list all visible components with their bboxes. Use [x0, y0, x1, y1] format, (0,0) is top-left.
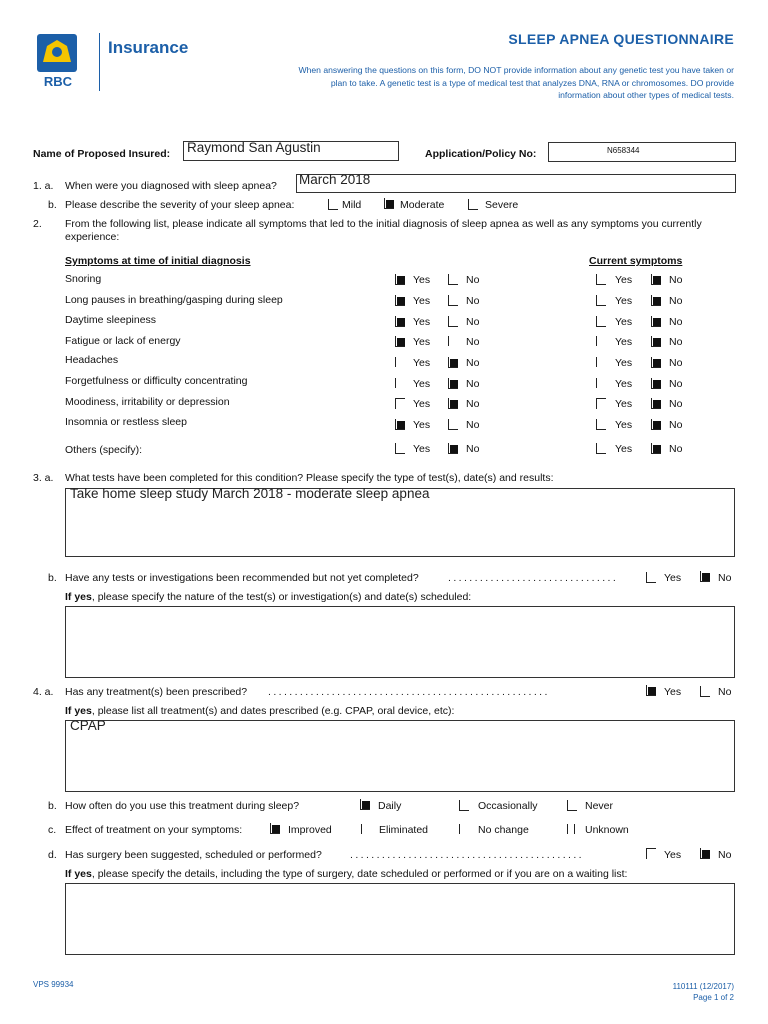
no-label: No [669, 357, 683, 369]
no-label: No [466, 316, 480, 328]
symptom-daytime-sleepiness: Daytime sleepiness [65, 314, 157, 326]
no-label: No [669, 336, 683, 348]
current-no-checkbox[interactable] [651, 443, 661, 454]
initial-yes-checkbox[interactable] [395, 419, 405, 430]
q4a-leader: ..................................................... [268, 686, 550, 698]
q3b-leader: ................................ [448, 572, 619, 584]
q4c-question: Effect of treatment on your symptoms: [65, 824, 243, 836]
q4a-question: Has any treatment(s) been prescribed? [65, 686, 248, 698]
pending-tests-field[interactable] [65, 606, 735, 678]
symptom-snoring: Snoring [65, 273, 102, 285]
policy-label: Application/Policy No: [425, 148, 537, 160]
initial-no-checkbox[interactable] [448, 419, 458, 430]
q1b-number: b. [48, 199, 57, 211]
symptom-headaches: Headaches [65, 354, 119, 366]
q3b-no-checkbox[interactable] [700, 571, 710, 582]
product-name: Insurance [108, 38, 189, 57]
no-label: No [718, 686, 732, 698]
yes-label: Yes [413, 419, 431, 431]
yes-label: Yes [615, 419, 633, 431]
yes-label: Yes [615, 274, 633, 286]
footer-form-code: VPS 99934 [33, 980, 74, 989]
q1b-question: Please describe the severity of your sleep apnea: [65, 199, 295, 211]
symptom-moodiness: Moodiness, irritability or depression [65, 396, 230, 408]
initial-yes-checkbox[interactable] [395, 316, 405, 327]
no-label: No [718, 572, 732, 584]
current-yes-checkbox[interactable] [596, 419, 606, 430]
initial-no-checkbox[interactable] [448, 274, 458, 285]
treatments-field[interactable] [65, 720, 735, 792]
current-no-checkbox[interactable] [651, 357, 661, 368]
rbc-logo [33, 32, 83, 92]
yes-label: Yes [413, 295, 431, 307]
symptom-others: Others (specify): [65, 444, 143, 456]
tests-completed-field[interactable] [65, 488, 735, 557]
q1a-number: 1. a. [33, 180, 54, 192]
no-label: No [669, 419, 683, 431]
symptom-insomnia: Insomnia or restless sleep [65, 416, 187, 428]
page-title: SLEEP APNEA QUESTIONNAIRE [508, 31, 734, 47]
q4d-ifyes [65, 868, 627, 880]
initial-yes-checkbox[interactable] [395, 443, 405, 454]
current-yes-checkbox[interactable] [596, 336, 606, 346]
no-label: No [466, 336, 480, 348]
yes-label: Yes [615, 316, 633, 328]
initial-no-checkbox[interactable] [448, 316, 458, 327]
no-label: No [669, 274, 683, 286]
current-yes-checkbox[interactable] [596, 295, 606, 306]
current-no-checkbox[interactable] [651, 295, 661, 306]
no-label: No [466, 357, 480, 369]
symptom-forgetfulness: Forgetfulness or difficulty concentrating [65, 375, 248, 387]
usage-daily-label: Daily [378, 800, 402, 812]
effect-nochange-checkbox[interactable] [459, 824, 469, 834]
q3b-number: b. [48, 572, 57, 584]
footer-page-number: Page 1 of 2 [693, 993, 734, 1002]
usage-occasionally-label: Occasionally [478, 800, 538, 812]
diagnosis-date-value: March 2018 [299, 172, 371, 187]
effect-unknown-checkbox[interactable] [567, 824, 575, 834]
current-yes-checkbox[interactable] [596, 398, 606, 409]
effect-nochange-label: No change [478, 824, 529, 836]
no-label: No [669, 398, 683, 410]
current-symptoms-header: Current symptoms [589, 255, 683, 267]
yes-label: Yes [615, 398, 633, 410]
svg-text:RBC: RBC [43, 74, 73, 89]
q3b-yes-checkbox[interactable] [646, 572, 656, 583]
yes-label: Yes [413, 316, 431, 328]
severity-moderate-checkbox[interactable] [384, 198, 394, 209]
no-label: No [466, 419, 480, 431]
name-value: Raymond San Agustin [187, 140, 321, 155]
q4a-number: 4. a. [33, 686, 54, 698]
effect-eliminated-label: Eliminated [379, 824, 429, 836]
initial-symptoms-header: Symptoms at time of initial diagnosis [65, 255, 251, 267]
q4a-ifyes [65, 705, 454, 717]
initial-no-checkbox[interactable] [448, 357, 458, 368]
no-label: No [669, 295, 683, 307]
yes-label: Yes [615, 443, 633, 455]
ifyes-text: , please specify the nature of the test(s) or investigation(s) and date(s) scheduled: [91, 591, 472, 603]
q4d-leader: ............................................ [350, 849, 584, 861]
initial-no-checkbox[interactable] [448, 295, 458, 306]
q4d-yes-checkbox[interactable] [646, 848, 656, 859]
surgery-details-field[interactable] [65, 883, 735, 955]
initial-yes-checkbox[interactable] [395, 274, 405, 285]
initial-no-checkbox[interactable] [448, 443, 458, 454]
severity-severe-label: Severe [485, 199, 519, 211]
effect-unknown-label: Unknown [585, 824, 629, 836]
initial-no-checkbox[interactable] [448, 398, 458, 409]
severity-mild-label: Mild [342, 199, 362, 211]
q2-question: From the following list, please indicate all symptoms that led to the initial diagnosis of sleep apnea as well as any symptoms you currently experience: [65, 218, 702, 243]
current-no-checkbox[interactable] [651, 419, 661, 430]
yes-label: Yes [615, 378, 633, 390]
q3b-ifyes [65, 591, 471, 603]
q4a-no-checkbox[interactable] [700, 686, 710, 697]
q1a-question: When were you diagnosed with sleep apnea? [65, 180, 277, 192]
effect-improved-checkbox[interactable] [270, 823, 280, 834]
current-no-checkbox[interactable] [651, 398, 661, 409]
q2-number: 2. [33, 218, 42, 230]
diagnosis-date-field[interactable] [296, 174, 736, 193]
usage-never-checkbox[interactable] [567, 800, 577, 811]
no-label: No [669, 316, 683, 328]
effect-eliminated-checkbox[interactable] [361, 824, 371, 834]
initial-yes-checkbox[interactable] [395, 378, 405, 388]
q4a-yes-checkbox[interactable] [646, 685, 656, 696]
yes-label: Yes [664, 849, 682, 861]
genetic-test-note: When answering the questions on this form, DO NOT provide information about any genetic test you have taken or plan to take. A genetic test is a type of medical test that analyzes DNA, RNA or chromosomes. DO provide information about other types of medical tests. [298, 65, 734, 101]
initial-no-checkbox[interactable] [448, 378, 458, 389]
current-yes-checkbox[interactable] [596, 274, 606, 285]
initial-yes-checkbox[interactable] [395, 357, 405, 367]
ifyes-text: , please list all treatment(s) and dates prescribed (e.g. CPAP, oral device, etc): [91, 705, 455, 717]
no-label: No [718, 849, 732, 861]
no-label: No [466, 443, 480, 455]
policy-value: N658344 [607, 146, 640, 155]
ifyes-label: If yes [65, 868, 92, 880]
treatments-value: CPAP [70, 718, 106, 733]
usage-never-label: Never [585, 800, 614, 812]
q4b-number: b. [48, 800, 57, 812]
no-label: No [466, 378, 480, 390]
no-label: No [466, 398, 480, 410]
yes-label: Yes [413, 357, 431, 369]
usage-daily-checkbox[interactable] [360, 799, 370, 810]
current-no-checkbox[interactable] [651, 274, 661, 285]
header-divider [99, 33, 100, 91]
q4c-number: c. [48, 824, 57, 836]
q3a-number: 3. a. [33, 472, 54, 484]
initial-no-checkbox[interactable] [448, 336, 458, 346]
yes-label: Yes [615, 336, 633, 348]
q4d-number: d. [48, 849, 57, 861]
yes-label: Yes [664, 572, 682, 584]
initial-yes-checkbox[interactable] [395, 336, 405, 347]
yes-label: Yes [413, 274, 431, 286]
current-yes-checkbox[interactable] [596, 357, 606, 367]
symptom-long-pauses: Long pauses in breathing/gasping during sleep [65, 294, 283, 306]
current-yes-checkbox[interactable] [596, 443, 606, 454]
current-no-checkbox[interactable] [651, 378, 661, 389]
yes-label: Yes [664, 686, 682, 698]
yes-label: Yes [615, 357, 633, 369]
q3b-question: Have any tests or investigations been recommended but not yet completed? [65, 572, 419, 584]
ifyes-text: , please specify the details, including the type of surgery, date scheduled or performed or if you are on a waiting list: [91, 868, 628, 880]
severity-mild-checkbox[interactable] [328, 199, 338, 210]
footer-form-number: 110111 (12/2017) [672, 982, 734, 991]
yes-label: Yes [413, 336, 431, 348]
q4d-no-checkbox[interactable] [700, 848, 710, 859]
name-field[interactable] [183, 141, 399, 161]
initial-yes-checkbox[interactable] [395, 398, 405, 409]
no-label: No [669, 378, 683, 390]
no-label: No [669, 443, 683, 455]
q4d-question: Has surgery been suggested, scheduled or performed? [65, 849, 322, 861]
severity-moderate-label: Moderate [400, 199, 445, 211]
usage-occasionally-checkbox[interactable] [459, 800, 469, 811]
initial-yes-checkbox[interactable] [395, 295, 405, 306]
yes-label: Yes [413, 443, 431, 455]
effect-improved-label: Improved [288, 824, 332, 836]
ifyes-label: If yes [65, 705, 92, 717]
current-yes-checkbox[interactable] [596, 316, 606, 327]
current-yes-checkbox[interactable] [596, 378, 606, 388]
q4b-question: How often do you use this treatment during sleep? [65, 800, 300, 812]
symptom-fatigue: Fatigue or lack of energy [65, 335, 181, 347]
yes-label: Yes [413, 378, 431, 390]
current-no-checkbox[interactable] [651, 336, 661, 347]
name-label: Name of Proposed Insured: [33, 148, 171, 160]
current-no-checkbox[interactable] [651, 316, 661, 327]
yes-label: Yes [615, 295, 633, 307]
ifyes-label: If yes [65, 591, 92, 603]
no-label: No [466, 295, 480, 307]
no-label: No [466, 274, 480, 286]
tests-completed-value: Take home sleep study March 2018 - moderate sleep apnea [70, 486, 430, 501]
yes-label: Yes [413, 398, 431, 410]
severity-severe-checkbox[interactable] [468, 199, 478, 210]
policy-field[interactable] [548, 142, 736, 162]
q3a-question: What tests have been completed for this condition? Please specify the type of test(s), date(s) and results: [65, 472, 554, 484]
